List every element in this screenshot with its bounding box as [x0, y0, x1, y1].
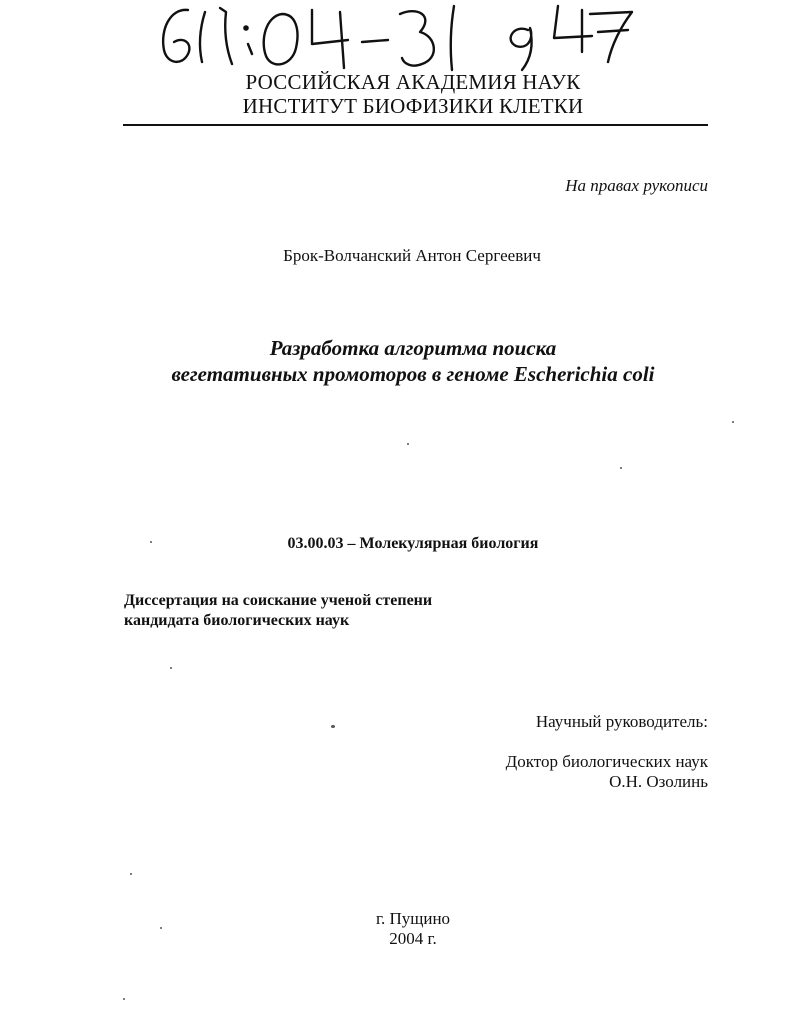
author-name: Брок-Волчанский Антон Сергеевич	[283, 246, 541, 265]
degree-line-2: кандидата биологических наук	[124, 612, 350, 629]
city: г. Пущино	[375, 909, 451, 928]
scan-speck	[170, 667, 172, 669]
supervisor-degree: Доктор биологических наук	[505, 752, 708, 771]
header-divider	[123, 124, 708, 126]
degree-line-1: Диссертация на соискание ученой степени	[124, 592, 433, 609]
dissertation-title	[0, 335, 796, 387]
place-and-year	[0, 909, 796, 949]
academy-name: РОССИЙСКАЯ АКАДЕМИЯ НАУК	[245, 70, 581, 94]
scan-speck	[150, 541, 152, 543]
institution-header	[0, 70, 796, 118]
supervisor-label: Научный руководитель:	[535, 712, 708, 731]
institute-name: ИНСТИТУТ БИОФИЗИКИ КЛЕТКИ	[242, 94, 584, 118]
degree-statement	[124, 591, 432, 631]
scan-speck	[620, 467, 622, 469]
handwritten-number-drawing	[150, 0, 650, 76]
scan-speck	[331, 725, 335, 728]
title-line-1: Разработка алгоритма поиска	[269, 336, 557, 360]
specialty-code: 03.00.03 – Молекулярная биология	[287, 535, 539, 552]
supervisor-name: О.Н. Озолинь	[609, 772, 708, 791]
handwritten-archive-number	[150, 0, 650, 76]
year: 2004 г.	[389, 929, 437, 948]
scan-speck	[407, 443, 409, 445]
title-line-2: вегетативных промоторов в геноме Escherichia coli	[171, 362, 655, 386]
scan-speck	[123, 998, 125, 1000]
supervisor-info	[506, 752, 708, 792]
manuscript-rights-note: На правах рукописи	[565, 176, 708, 195]
scan-speck	[130, 873, 132, 875]
scan-speck	[732, 421, 734, 423]
scan-speck	[160, 927, 162, 929]
